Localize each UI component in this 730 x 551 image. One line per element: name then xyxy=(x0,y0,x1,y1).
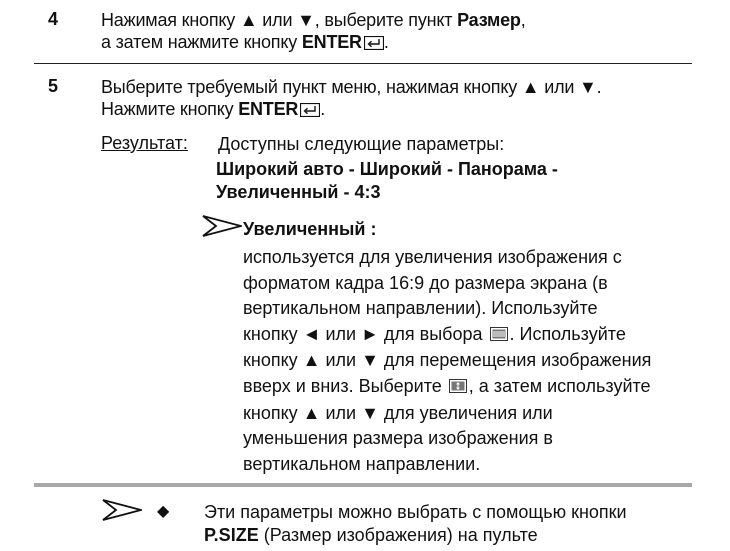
divider-thick xyxy=(34,483,692,487)
note-text-part: вертикальном направлении. xyxy=(243,453,481,474)
step-number: 4 xyxy=(48,9,59,29)
step-text xyxy=(101,76,601,122)
note-body-line xyxy=(243,374,693,401)
step-text-part: Нажмите кнопку xyxy=(101,99,239,119)
psize-button-label: P.SIZE xyxy=(204,525,259,545)
step-text-part: а затем нажмите кнопку xyxy=(101,32,302,52)
enter-icon xyxy=(364,33,384,55)
step-text-line: Выберите требуемый пункт меню, нажимая кнопку ▲ или ▼. xyxy=(101,77,602,97)
result-text: Доступны следующие параметры: xyxy=(218,134,505,154)
note-body-line xyxy=(243,426,693,452)
note-text-part: используется для увеличения изображения с xyxy=(243,247,622,267)
divider xyxy=(34,63,692,64)
note-title: Увеличенный : xyxy=(243,219,377,239)
result-label: Результат: xyxy=(101,133,188,153)
note-body xyxy=(243,245,693,477)
step-number: 5 xyxy=(48,76,59,96)
note-body-line xyxy=(243,348,693,374)
note-body-line xyxy=(243,322,693,349)
note-text-part: вверх и вниз. Выберите xyxy=(243,375,447,396)
note-text-part: уменьшения размера изображения в xyxy=(243,428,553,449)
note-arrow-icon xyxy=(202,214,242,243)
note-text-part: кнопку ▲ или ▼ для перемещения изображения xyxy=(243,350,652,371)
result-options xyxy=(216,158,636,204)
step-text xyxy=(101,9,526,55)
note-text-part: , а затем используйте xyxy=(468,375,651,396)
note-body-line xyxy=(243,271,693,297)
resize-icon xyxy=(449,375,467,401)
step-text-part: . xyxy=(320,99,326,119)
note-body-line xyxy=(243,401,693,427)
bottom-note-part: (Размер изображения) на пульте xyxy=(258,525,538,545)
step-text-part: Нажимая кнопку ▲ или ▼, выберите пункт xyxy=(101,10,458,30)
note-text-part: . Используйте xyxy=(509,323,626,344)
bottom-note-line: Эти параметры можно выбрать с помощью кнопки xyxy=(204,502,627,522)
note-body-line xyxy=(243,296,693,322)
result-options-line: Широкий авто - Широкий - Панорама - xyxy=(216,159,558,179)
note-text-part: кнопку ◄ или ► для выбора xyxy=(243,323,488,344)
step-text-part: . xyxy=(383,32,389,52)
note-text-part: вертикальном направлении). Используйте xyxy=(243,298,598,319)
note-body-line xyxy=(243,452,693,478)
diamond-icon: ◆ xyxy=(157,503,170,520)
note-text-part: кнопку ▲ или ▼ для увеличения или xyxy=(243,402,553,423)
enter-key-label: ENTER xyxy=(301,32,362,52)
enter-icon xyxy=(300,100,320,122)
screen-icon xyxy=(490,323,508,349)
result-options-line: Увеличенный - 4:3 xyxy=(216,182,381,202)
menu-item-size: Размер xyxy=(457,10,521,30)
enter-key-label: ENTER xyxy=(238,99,299,119)
step-text-part: , xyxy=(520,10,526,30)
note-text-part: форматом кадра 16:9 до размера экрана (в xyxy=(243,272,608,293)
note-arrow-icon xyxy=(102,498,142,527)
note-body-line xyxy=(243,245,693,271)
bottom-note-text xyxy=(204,501,704,547)
